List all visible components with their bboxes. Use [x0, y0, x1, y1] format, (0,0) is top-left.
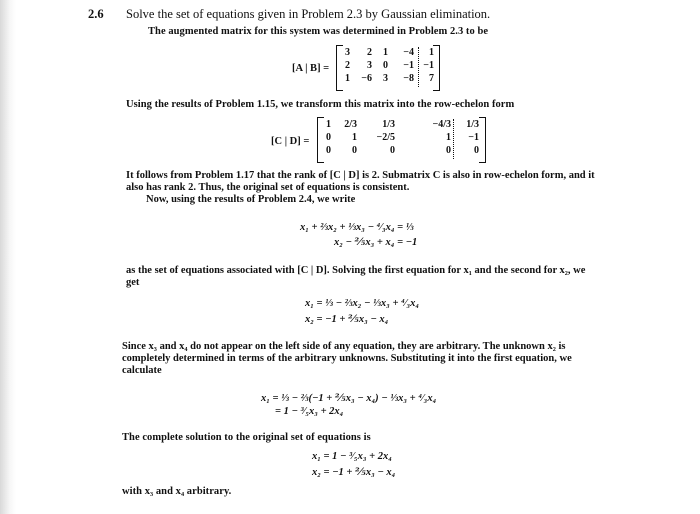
arbitrary-text-line: calculate	[122, 365, 162, 376]
matrix-ab-cell: 3	[367, 60, 372, 71]
associated-text-line: as the set of equations associated with [C | D]. Solving the first equation for x₁ and the second for x₂, we	[126, 265, 586, 276]
matrix-cd-cell: 0	[326, 145, 331, 156]
matrix-cd-cell: 1	[446, 132, 451, 143]
page-edge-shadow	[0, 0, 16, 514]
rank-paragraph	[126, 170, 595, 206]
associated-paragraph	[126, 265, 585, 289]
matrix-cd-row	[321, 145, 521, 158]
matrix-cd-cell: 0	[390, 145, 395, 156]
problem-number: 2.6	[88, 7, 104, 21]
equation-line: x₁ = ⅓ − ⅔x₂ − ⅓x₃ + ⁴⁄₃x₄	[305, 298, 420, 309]
associated-text-line: get	[126, 277, 140, 288]
matrix-cd-cell: 1/3	[466, 119, 479, 130]
matrix-cd-cell: 0	[446, 145, 451, 156]
matrix-ab-cell: −1	[403, 60, 414, 71]
rank-text-line: also has rank 2. Thus, the original set of equations is consistent.	[126, 182, 410, 193]
arbitrary-text-line: completely determined in terms of the arbitrary unknowns. Substituting it into the first equation, we	[122, 353, 572, 364]
equation-line: x₂ = −1 + ⅖x₃ − x₄	[312, 467, 396, 478]
matrix-cd-cell: 0	[326, 132, 331, 143]
matrix-ab-cell: −1	[423, 60, 434, 71]
matrix-ab-cell: 2	[367, 47, 372, 58]
matrix-cd-cell: 2/3	[344, 119, 357, 130]
matrix-cd-cell: −4/3	[432, 119, 451, 130]
rank-text-line: It follows from Problem 1.17 that the rank of [C | D] is 2. Submatrix C is also in row-echelon form, and it	[126, 170, 595, 181]
arbitrary-text-line: Since x₃ and x₄ do not appear on the left side of any equation, they are arbitrary. The unknown x₂ is	[122, 341, 566, 352]
matrix-cd-row	[321, 132, 521, 145]
matrix-ab-cell: 3	[383, 73, 388, 84]
matrix-cd-cell: 0	[474, 145, 479, 156]
matrix-ab-row	[340, 47, 540, 60]
matrix-cd-cell: −2/5	[376, 132, 395, 143]
rank-text-line: Now, using the results of Problem 2.4, we write	[146, 194, 356, 205]
matrix-ab-cell: −8	[403, 73, 414, 84]
equation-line: x₂ = −1 + ⅖x₃ − x₄	[305, 314, 389, 325]
matrix-ab-cell: −4	[403, 47, 414, 58]
equation-line: x₁ = ⅓ − ⅔(−1 + ⅖x₃ − x₄) − ⅓x₃ + ⁴⁄₃x₄	[261, 393, 437, 404]
matrix-ab-row	[340, 60, 540, 73]
matrix-cd-cell: 1	[352, 132, 357, 143]
matrix-cd-label: [C | D] =	[271, 136, 310, 147]
transform-text: Using the results of Problem 1.15, we transform this matrix into the row-echelon form	[126, 99, 515, 110]
matrix-ab-cell: 2	[345, 60, 350, 71]
equation-line: x₁ + ⅔x₂ + ⅓x₃ − ⁴⁄₃x₄ = ⅓	[300, 222, 414, 233]
matrix-cd-cell: −1	[468, 132, 479, 143]
matrix-ab-cell: 0	[383, 60, 388, 71]
matrix-ab-cell: −6	[361, 73, 372, 84]
equation-line: = 1 − ³⁄₅x₃ + 2x₄	[275, 406, 344, 417]
matrix-ab-row	[340, 73, 540, 86]
matrix-cd-row	[321, 119, 521, 132]
matrix-cd-cell: 1	[326, 119, 331, 130]
matrix-cd-cell: 1/3	[382, 119, 395, 130]
matrix-ab-cell: 1	[383, 47, 388, 58]
problem-heading: Solve the set of equations given in Problem 2.3 by Gaussian elimination.	[126, 7, 491, 21]
matrix-ab-cell: 3	[345, 47, 350, 58]
closing-text: with x₃ and x₄ arbitrary.	[122, 486, 232, 497]
matrix-ab-label: [A | B] =	[292, 63, 330, 74]
equation-line: x₂ − ⅖x₃ + x₄ = −1	[334, 237, 418, 248]
solution-text: The complete solution to the original set of equations is	[122, 432, 371, 443]
matrix-ab-cell: 1	[429, 47, 434, 58]
intro-text: The augmented matrix for this system was determined in Problem 2.3 to be	[148, 26, 489, 37]
matrix-ab-cell: 1	[345, 73, 350, 84]
arbitrary-paragraph	[122, 341, 572, 377]
matrix-ab-cell: 7	[429, 73, 434, 84]
equation-line: x₁ = 1 − ³⁄₅x₃ + 2x₄	[312, 451, 392, 462]
matrix-cd-cell: 0	[352, 145, 357, 156]
